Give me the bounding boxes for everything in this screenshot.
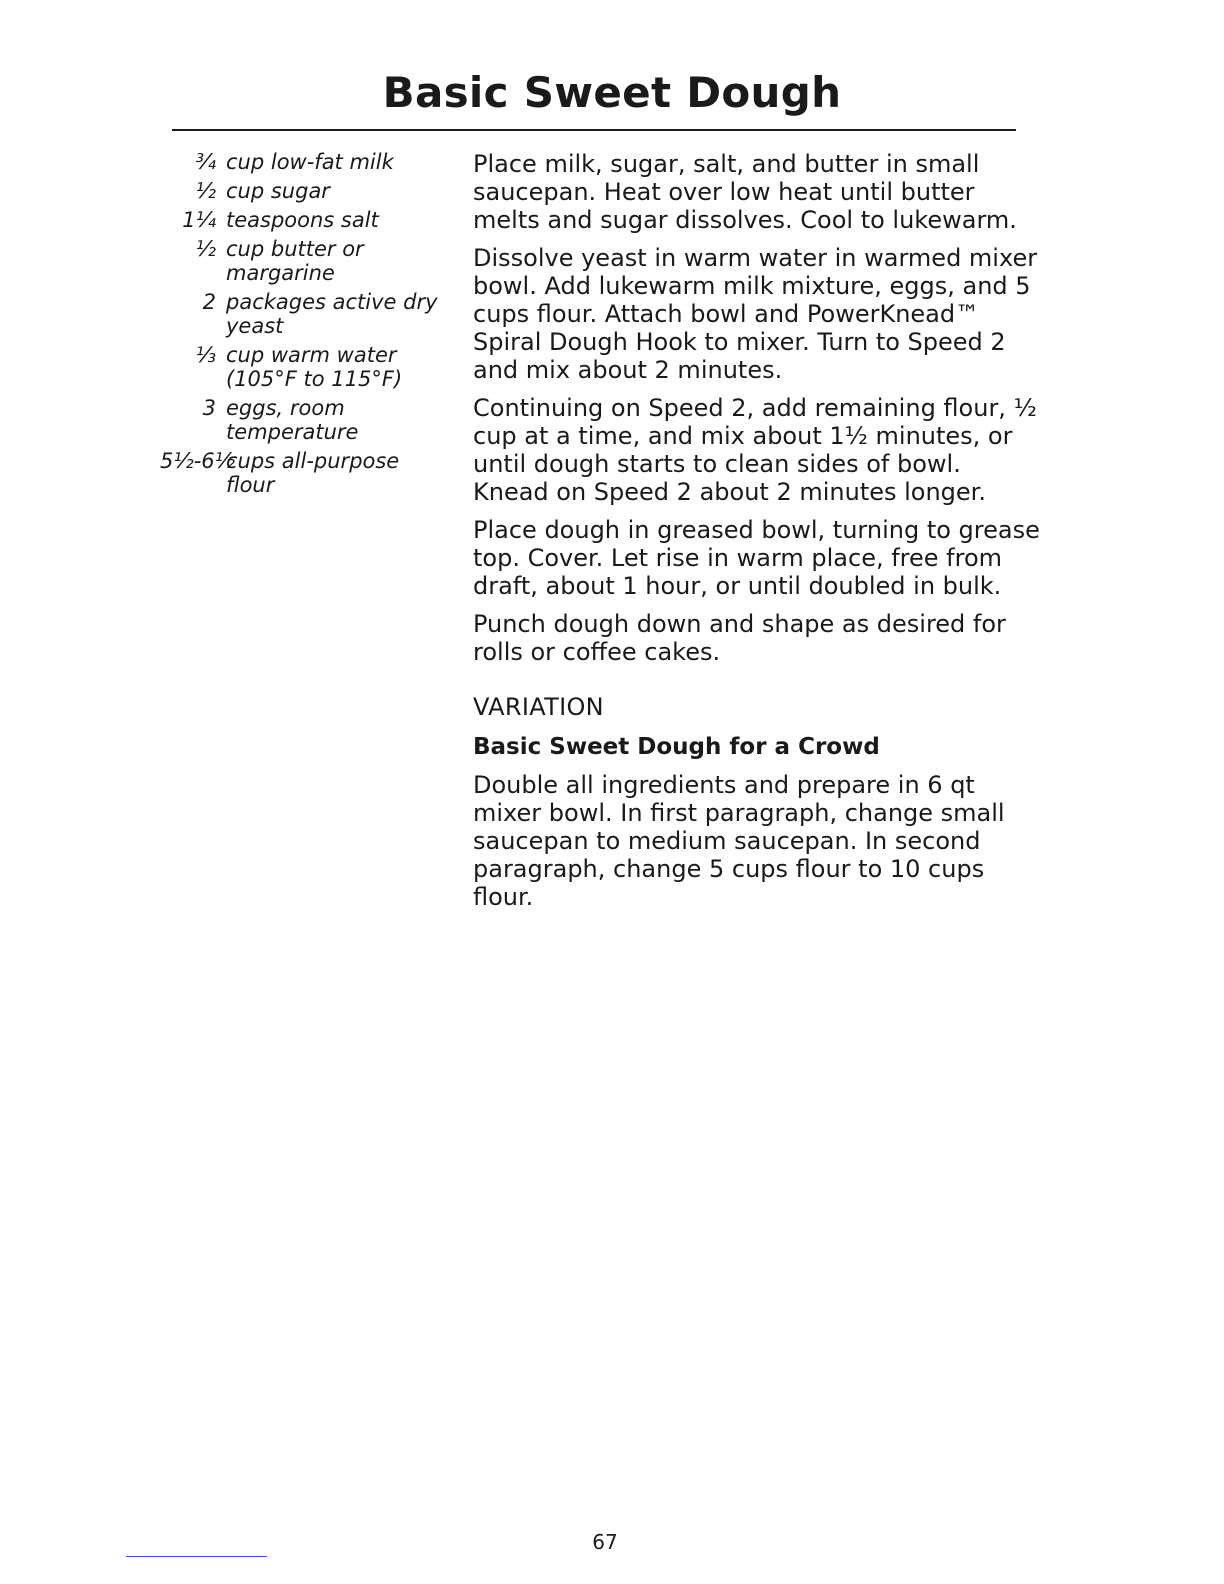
ingredient-item — [160, 150, 450, 174]
ingredient-quantity: 2 — [202, 290, 216, 314]
ingredient-quantity: ½ — [195, 237, 216, 261]
method-step: Dissolve yeast in warm water in warmed mixer bowl. Add lukewarm milk mixture, eggs, and 5 cups flour. Attach bowl and PowerKnead™ Spiral Dough Hook to mixer. Turn to Speed 2 and mix about 2 minutes. — [473, 244, 1038, 384]
ingredient-list — [160, 150, 450, 502]
ingredient-item — [160, 179, 450, 203]
title-divider — [172, 129, 1016, 131]
ingredient-quantity: 5½-6½ — [160, 449, 236, 473]
ingredient-quantity: ⅓ — [195, 343, 216, 367]
ingredient-item — [160, 343, 450, 391]
variation-text: Double all ingredients and prepare in 6 qt mixer bowl. In first paragraph, change small saucepan to medium saucepan. In second paragraph, change 5 cups flour to 10 cups flour. — [473, 771, 1005, 911]
ingredient-name: cup butter or margarine — [226, 237, 364, 285]
method-column — [473, 150, 1043, 921]
method-step: Punch dough down and shape as desired for rolls or coffee cakes. — [473, 610, 1006, 666]
ingredient-name: packages active dry yeast — [226, 290, 438, 338]
ingredient-item — [160, 208, 450, 232]
ingredient-item — [160, 290, 450, 338]
ingredient-name: cups all-purpose flour — [226, 449, 400, 497]
page-title: Basic Sweet Dough — [382, 68, 842, 117]
ingredient-name: cup low-fat milk — [226, 150, 394, 174]
footer-rule — [126, 1556, 267, 1557]
variation-subtitle: Basic Sweet Dough for a Crowd — [473, 734, 880, 760]
ingredient-quantity: ½ — [195, 179, 216, 203]
ingredient-name: cup sugar — [226, 179, 330, 203]
ingredient-quantity: 1¼ — [182, 208, 216, 232]
ingredient-quantity: ¾ — [195, 150, 216, 174]
ingredient-name: teaspoons salt — [226, 208, 379, 232]
ingredient-quantity: 3 — [202, 396, 216, 420]
method-step: Place dough in greased bowl, turning to grease top. Cover. Let rise in warm place, free from draft, about 1 hour, or until doubled in bulk. — [473, 516, 1040, 600]
ingredient-item — [160, 449, 450, 497]
method-step: Continuing on Speed 2, add remaining flour, ½ cup at a time, and mix about 1½ minutes, or until dough starts to clean sides of bowl. Knead on Speed 2 about 2 minutes longer. — [473, 394, 1037, 506]
ingredient-item — [160, 396, 450, 444]
variation-heading: VARIATION — [473, 693, 604, 721]
ingredient-name: eggs, room temperature — [226, 396, 359, 444]
ingredient-name: cup warm water (105°F to 115°F) — [226, 343, 403, 391]
ingredient-item — [160, 237, 450, 285]
page-number: 67 — [592, 1530, 618, 1554]
method-step: Place milk, sugar, salt, and butter in small saucepan. Heat over low heat until butter melts and sugar dissolves. Cool to lukewarm. — [473, 150, 1017, 234]
